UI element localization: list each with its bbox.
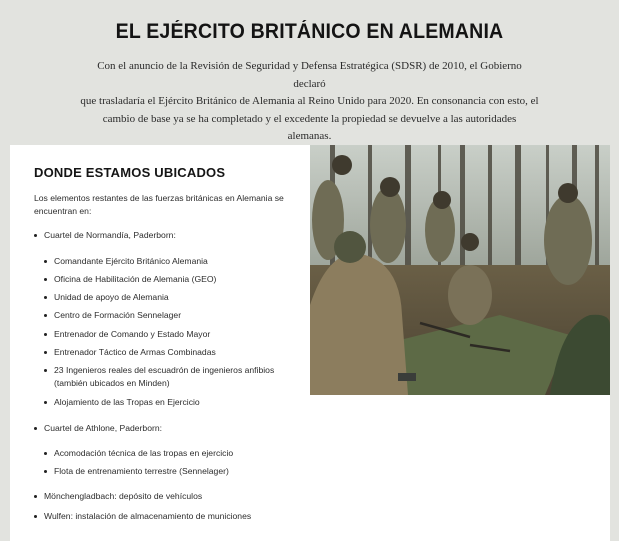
list-item: Entrenador Táctico de Armas Combinadas xyxy=(54,347,216,357)
intro-paragraph xyxy=(80,58,539,146)
list-item-continuation: (también ubicados en Minden) xyxy=(54,378,170,388)
list-item: Acomodación técnica de las tropas en ejercicio xyxy=(54,448,234,458)
page-header xyxy=(0,0,619,145)
intro-line: cambio de base ya se ha completado y el excedente la propiedad se devuelve a las autoridades xyxy=(102,112,517,125)
list-item: Oficina de Habilitación de Alemania (GEO) xyxy=(54,274,217,284)
list-item-monchengladbach: Mönchengladbach: depósito de vehículos xyxy=(44,491,203,501)
lead-line: encuentran en: xyxy=(34,206,92,216)
section-title: DONDE ESTAMOS UBICADOS xyxy=(34,165,226,180)
list-item: Flota de entrenamiento terrestre (Sennelager) xyxy=(54,466,229,476)
soldiers-in-forest-photo xyxy=(310,145,610,395)
page-title: EL EJÉRCITO BRITÁNICO EN ALEMANIA xyxy=(115,20,504,43)
list-item: 23 Ingenieros reales del escuadrón de ingenieros anfibios xyxy=(54,365,275,375)
list-item-wulfen: Wulfen: instalación de almacenamiento de municiones xyxy=(44,511,252,521)
list-item: Comandante Ejército Británico Alemania xyxy=(54,256,208,266)
lead-line: Los elementos restantes de las fuerzas británicas en Alemania se xyxy=(34,193,284,203)
list-item-athlone: Cuartel de Athlone, Paderborn: xyxy=(44,423,163,433)
intro-line: Con el anuncio de la Revisión de Seguridad y Defensa Estratégica (SDSR) de 2010, el Gobierno declaró xyxy=(97,60,522,90)
content-panel xyxy=(10,145,610,541)
list-item: Centro de Formación Sennelager xyxy=(54,310,182,320)
list-item: Entrenador de Comando y Estado Mayor xyxy=(54,329,211,339)
list-item: Unidad de apoyo de Alemania xyxy=(54,292,169,302)
intro-line: alemanas. xyxy=(287,130,332,142)
list-item: Alojamiento de las Tropas en Ejercicio xyxy=(54,397,200,407)
intro-line: que trasladaría el Ejército Británico de Alemania al Reino Unido para 2020. En consonancia con esto, el xyxy=(80,95,539,107)
list-item-normandia: Cuartel de Normandía, Paderborn: xyxy=(44,230,176,240)
section-lead xyxy=(34,192,296,218)
